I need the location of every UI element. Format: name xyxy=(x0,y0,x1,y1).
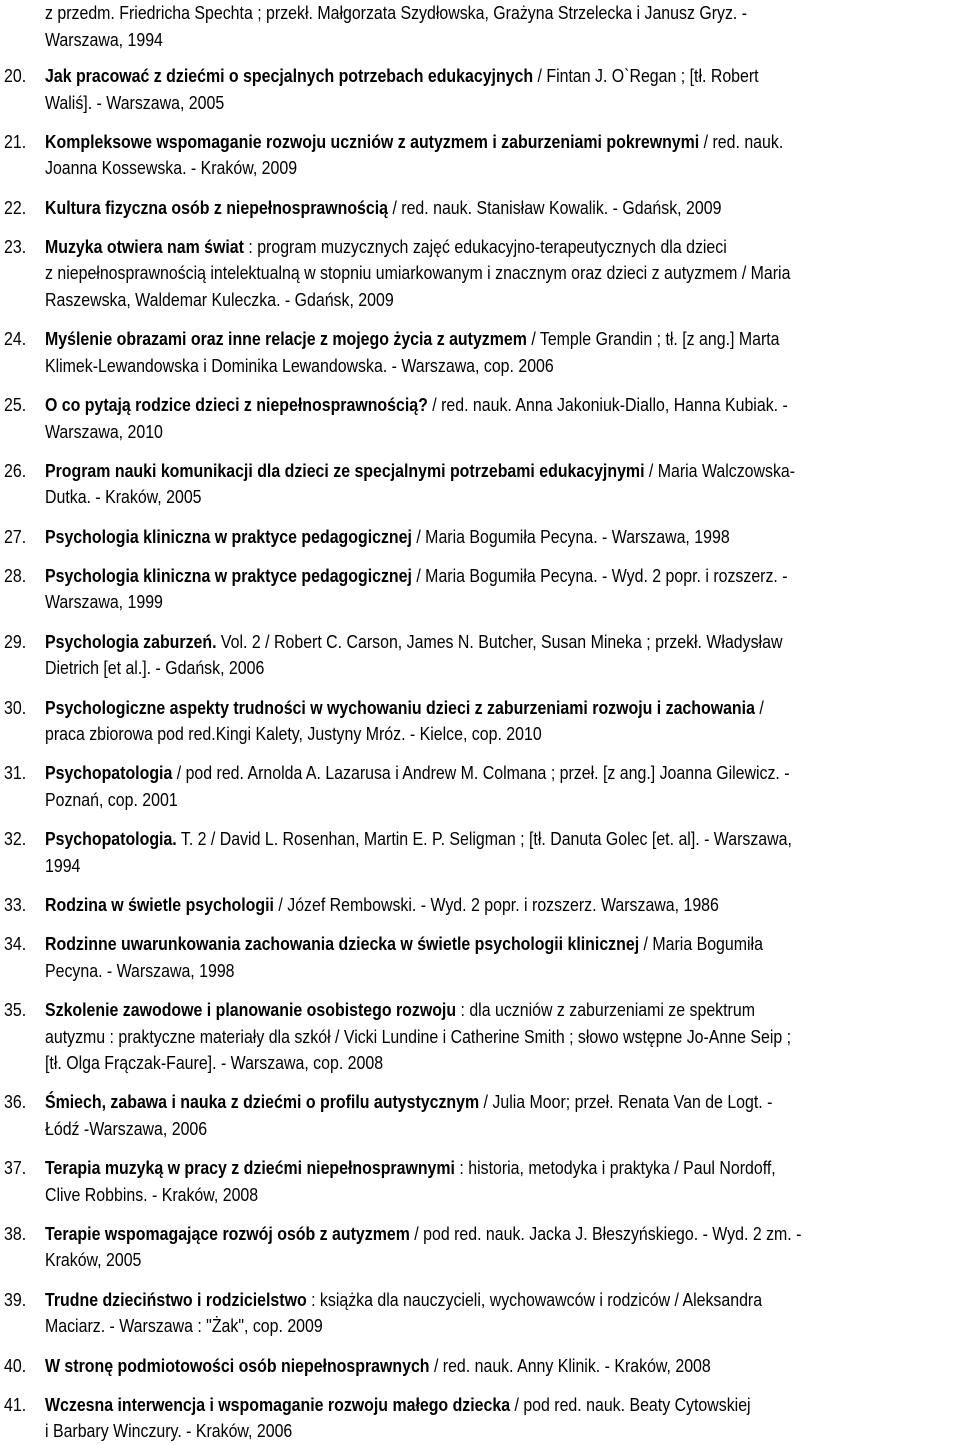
entry-title: Jak pracować z dziećmi o specjalnych potrzebach edukacyjnych xyxy=(45,65,534,86)
entry-details: Joanna Kossewska. - Kraków, 2009 xyxy=(45,157,298,179)
entry-text xyxy=(45,1221,955,1274)
entry-line xyxy=(45,1182,955,1209)
entry-line xyxy=(45,326,955,353)
entry-details: i Barbary Winczury. - Kraków, 2006 xyxy=(45,1420,293,1442)
entry-details: / red. nauk. Anny Klinik. - Kraków, 2008 xyxy=(429,1354,711,1376)
entry-title: Kultura fizyczna osób z niepełnosprawnością xyxy=(45,196,389,218)
entry-title: Psychologia kliniczna w praktyce pedagogicznej xyxy=(45,525,412,547)
entry-title: Psychopatologia xyxy=(45,762,173,784)
entry-line xyxy=(45,1116,955,1143)
entry-number: 40. xyxy=(4,1354,27,1376)
entry-number: 28. xyxy=(4,564,27,586)
entry-line xyxy=(45,260,955,287)
entry-details: : książka dla nauczycieli, wychowawców i rodziców / Aleksandra xyxy=(306,1288,763,1310)
entry-text xyxy=(45,195,955,222)
entry-details: / red. nauk. xyxy=(699,130,784,152)
entry-line xyxy=(45,1392,955,1419)
entry-text xyxy=(45,1089,955,1142)
entry-details: : program muzycznych zajęć edukacyjno-terapeutycznych dla dzieci xyxy=(243,235,727,257)
entry-title: Rodzina w świetle psychologii xyxy=(45,893,274,915)
entry-line xyxy=(45,629,955,656)
entry-line xyxy=(45,589,955,616)
entry-title: Psychologia kliniczna w praktyce pedagogicznej xyxy=(45,564,412,586)
entry-details: Warszawa, 2010 xyxy=(45,420,163,442)
entry-text xyxy=(45,563,955,616)
entry-title: Terapia muzyką w pracy z dziećmi niepełnosprawnymi xyxy=(45,1157,455,1179)
entry-number: 33. xyxy=(4,893,27,915)
entry-number: 25. xyxy=(4,394,27,415)
entry-line xyxy=(45,958,955,985)
entry-title: Psychologia zaburzeń. xyxy=(45,630,217,652)
entry-details: Waliś]. - Warszawa, 2005 xyxy=(45,91,225,113)
entry-line xyxy=(45,826,955,853)
entry-title: Psychologiczne aspekty trudności w wychowaniu dzieci z zaburzeniami rozwoju i zachowania xyxy=(45,696,755,718)
entry-text xyxy=(45,1287,955,1340)
entry-number: 26. xyxy=(4,459,27,481)
entry-line xyxy=(45,234,955,261)
entry-number: 32. xyxy=(4,828,27,850)
entry-title: Trudne dzieciństwo i rodzicielstwo xyxy=(45,1288,307,1310)
entry-details: autyzmu : praktyczne materiały dla szkół / Vicki Lundine i Catherine Smith ; słowo wstępne Jo-Anne Seip ; xyxy=(45,1025,792,1047)
entry-line xyxy=(45,1089,955,1116)
entry-details: Klimek-Lewandowska i Dominika Lewandowska. - Warszawa, cop. 2006 xyxy=(45,354,554,376)
entry-number: 24. xyxy=(4,328,27,350)
entry-text xyxy=(45,931,955,984)
entry-text xyxy=(45,63,955,116)
entry-details: Poznań, cop. 2001 xyxy=(45,788,178,810)
entry-line xyxy=(45,563,955,590)
entry-line xyxy=(45,997,955,1024)
entry-details: Clive Robbins. - Kraków, 2008 xyxy=(45,1183,259,1205)
entry-line xyxy=(45,1313,955,1340)
entry-line xyxy=(45,1050,955,1077)
entry-text xyxy=(45,1353,955,1380)
entry-line xyxy=(45,63,955,90)
entry-line xyxy=(45,484,955,511)
entry-details: / red. nauk. Stanisław Kowalik. - Gdańsk, 2009 xyxy=(388,196,722,218)
entry-title: W stronę podmiotowości osób niepełnosprawnych xyxy=(45,1354,430,1376)
entry-details: / red. nauk. Anna Jakoniuk-Diallo, Hanna Kubiak. - xyxy=(427,394,788,415)
entry-line xyxy=(45,695,955,722)
entry-line xyxy=(45,195,955,222)
entry-number: 27. xyxy=(4,525,27,547)
entry-text xyxy=(45,892,955,919)
entry-line xyxy=(45,721,955,748)
entry-line xyxy=(45,931,955,958)
entry-details: / Maria Bogumiła xyxy=(639,933,763,955)
entry-number: 34. xyxy=(4,933,27,955)
entry-title: Muzyka otwiera nam świat xyxy=(45,235,244,257)
entry-line xyxy=(45,1155,955,1182)
entry-number: 31. xyxy=(4,762,27,784)
entry-details: Maciarz. - Warszawa : "Żak", cop. 2009 xyxy=(45,1315,323,1337)
entry-line xyxy=(45,1353,955,1380)
entry-details: Pecyna. - Warszawa, 1998 xyxy=(45,959,235,981)
entry-line xyxy=(45,760,955,787)
entry-line xyxy=(45,287,955,314)
entry-line xyxy=(45,1247,955,1274)
entry-text xyxy=(45,129,955,182)
entry-number: 38. xyxy=(4,1222,27,1244)
entry-details: / pod red. nauk. Beaty Cytowskiej xyxy=(510,1393,751,1415)
entry-details: Łódź -Warszawa, 2006 xyxy=(45,1117,208,1139)
entry-line xyxy=(45,853,955,880)
entry-details: / Maria Bogumiła Pecyna. - Wyd. 2 popr. i rozszerz. - xyxy=(411,564,788,586)
entry-details: Raszewska, Waldemar Kuleczka. - Gdańsk, 2009 xyxy=(45,288,394,310)
entry-line xyxy=(45,1024,955,1051)
entry-details: praca zbiorowa pod red.Kingi Kalety, Justyny Mróz. - Kielce, cop. 2010 xyxy=(45,723,542,744)
continued-line-1: z przedm. Friedricha Spechta ; przekł. Małgorzata Szydłowska, Grażyna Strzelecka i Janusz Gryz. - xyxy=(45,2,748,23)
entry-text xyxy=(45,392,955,445)
entry-text xyxy=(45,524,955,551)
entry-number: 23. xyxy=(4,235,27,257)
entry-number: 35. xyxy=(4,999,27,1020)
entry-details: / Fintan J. O`Regan ; [tł. Robert xyxy=(533,65,759,86)
entry-details: Dutka. - Kraków, 2005 xyxy=(45,486,202,508)
entry-line xyxy=(45,353,955,380)
entry-details: / pod red. nauk. Jacka J. Błeszyńskiego. - Wyd. 2 zm. - xyxy=(409,1222,802,1244)
entry-line xyxy=(45,392,955,419)
entry-details: / Julia Moor; przeł. Renata Van de Logt. - xyxy=(479,1091,773,1113)
entry-details: Vol. 2 / Robert C. Carson, James N. Butcher, Susan Mineka ; przekł. Władysław xyxy=(216,630,783,652)
entry-text xyxy=(45,826,955,879)
entry-text xyxy=(45,1392,955,1445)
entry-number: 20. xyxy=(4,65,27,86)
entry-details: z niepełnosprawnością intelektualną w stopniu umiarkowanym i znacznym oraz dzieci z autyzmem / Maria xyxy=(45,262,791,284)
entry-details: 1994 xyxy=(45,854,81,876)
entry-details: / Maria Walczowska- xyxy=(644,459,796,481)
entry-title: Szkolenie zawodowe i planowanie osobistego rozwoju xyxy=(45,999,457,1020)
entry-title: Rodzinne uwarunkowania zachowania dziecka w świetle psychologii klinicznej xyxy=(45,933,640,955)
entry-line xyxy=(45,1287,955,1314)
entry-details: T. 2 / David L. Rosenhan, Martin E. P. Seligman ; [tł. Danuta Golec [et. al]. - Warszawa, xyxy=(176,828,792,850)
entry-details: : historia, metodyka i praktyka / Paul Nordoff, xyxy=(454,1157,776,1179)
entry-number: 41. xyxy=(4,1393,27,1415)
entry-number: 21. xyxy=(4,130,27,152)
entry-number: 22. xyxy=(4,196,27,218)
entry-line xyxy=(45,419,955,446)
entry-title: Psychopatologia. xyxy=(45,828,177,850)
entry-line xyxy=(45,655,955,682)
entry-text xyxy=(45,629,955,682)
entry-text xyxy=(45,760,955,813)
entry-line xyxy=(45,1418,955,1445)
entry-number: 37. xyxy=(4,1157,27,1179)
entry-text xyxy=(45,997,955,1077)
entry-details: / xyxy=(754,696,764,718)
entry-line xyxy=(45,129,955,156)
continued-entry xyxy=(45,0,955,53)
entry-line xyxy=(45,524,955,551)
entry-title: O co pytają rodzice dzieci z niepełnosprawnością? xyxy=(45,394,428,415)
entry-details: : dla uczniów z zaburzeniami ze spektrum xyxy=(456,999,755,1020)
entry-number: 39. xyxy=(4,1288,27,1310)
entry-text xyxy=(45,458,955,511)
entry-line xyxy=(45,892,955,919)
entry-title: Myślenie obrazami oraz inne relacje z mojego życia z autyzmem xyxy=(45,328,527,350)
continued-line-2: Warszawa, 1994 xyxy=(45,28,163,50)
entry-number: 36. xyxy=(4,1091,27,1113)
entry-text xyxy=(45,326,955,379)
entry-details: Warszawa, 1999 xyxy=(45,591,163,613)
entry-line xyxy=(45,155,955,182)
entry-details: Kraków, 2005 xyxy=(45,1249,142,1271)
entry-line xyxy=(45,90,955,117)
entry-details: Dietrich [et al.]. - Gdańsk, 2006 xyxy=(45,657,265,679)
entry-title: Program nauki komunikacji dla dzieci ze specjalnymi potrzebami edukacyjnymi xyxy=(45,459,645,481)
entry-title: Terapie wspomagające rozwój osób z autyzmem xyxy=(45,1222,410,1244)
entry-line xyxy=(45,458,955,485)
entry-title: Śmiech, zabawa i nauka z dziećmi o profilu autystycznym xyxy=(45,1091,480,1113)
entry-details: / Józef Rembowski. - Wyd. 2 popr. i rozszerz. Warszawa, 1986 xyxy=(273,893,719,915)
entry-title: Wczesna interwencja i wspomaganie rozwoju małego dziecka xyxy=(45,1393,511,1415)
entry-number: 29. xyxy=(4,630,27,652)
entry-details: / Temple Grandin ; tł. [z ang.] Marta xyxy=(526,328,780,350)
entry-line xyxy=(45,787,955,814)
entry-details: / Maria Bogumiła Pecyna. - Warszawa, 1998 xyxy=(411,525,730,547)
entry-text xyxy=(45,1155,955,1208)
entry-details: / pod red. Arnolda A. Lazarusa i Andrew M. Colmana ; przeł. [z ang.] Joanna Gilewicz. - xyxy=(172,762,790,784)
entry-text xyxy=(45,234,955,314)
entry-line xyxy=(45,1221,955,1248)
entry-number: 30. xyxy=(4,696,27,718)
entry-details: [tł. Olga Frączak-Faure]. - Warszawa, cop. 2008 xyxy=(45,1052,384,1073)
entry-title: Kompleksowe wspomaganie rozwoju uczniów z autyzmem i zaburzeniami pokrewnymi xyxy=(45,130,700,152)
entry-text xyxy=(45,695,955,748)
